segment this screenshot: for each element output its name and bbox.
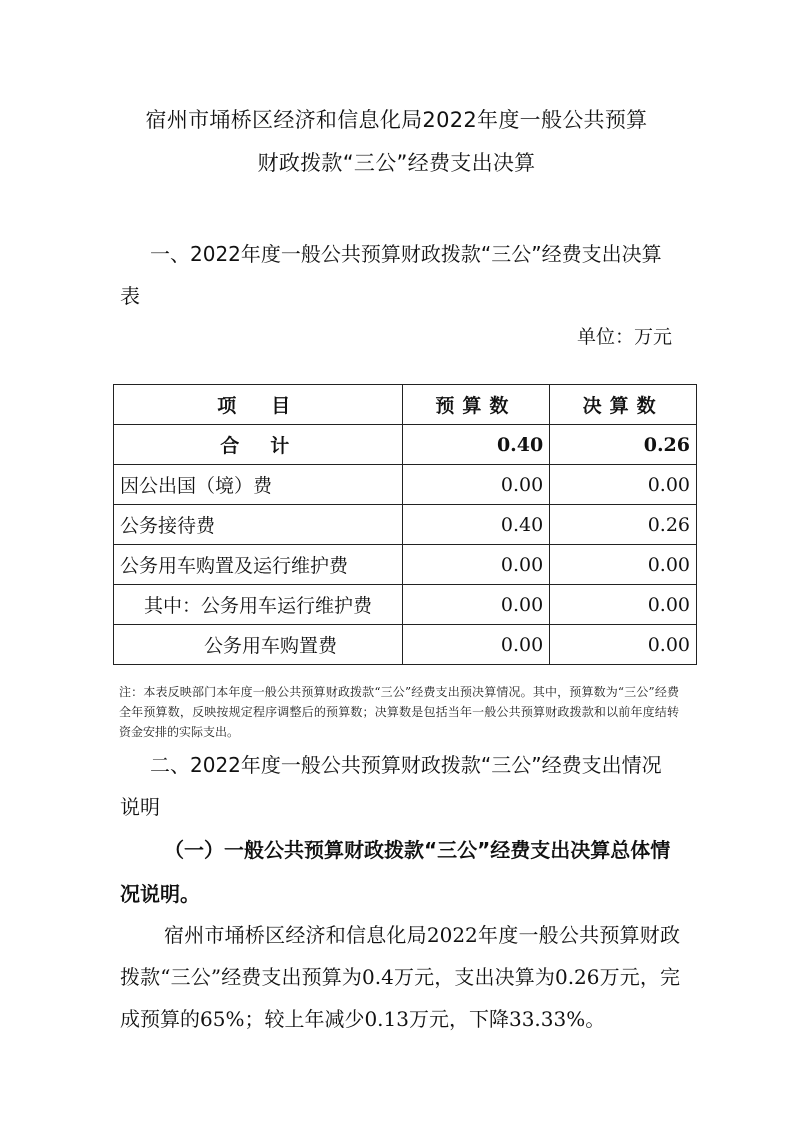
row-budget: 0.00 xyxy=(402,545,550,585)
row-budget: 0.00 xyxy=(402,625,550,665)
section1-heading: 一、2022年度一般公共预算财政拨款“三公”经费支出决算表 xyxy=(120,242,662,308)
row-item: 其中：公务用车运行维护费 xyxy=(114,585,403,625)
table-header-row xyxy=(114,385,697,425)
table-row xyxy=(114,505,697,545)
row-final: 0.00 xyxy=(550,585,697,625)
row-budget: 0.40 xyxy=(402,425,550,465)
table-row xyxy=(114,625,697,665)
header-item: 项 目 xyxy=(114,385,403,425)
row-final: 0.26 xyxy=(550,425,697,465)
row-final: 0.00 xyxy=(550,545,697,585)
table-row xyxy=(114,465,697,505)
header-budget: 预算数 xyxy=(402,385,550,425)
row-final: 0.00 xyxy=(550,465,697,505)
row-budget: 0.40 xyxy=(402,505,550,545)
row-final: 0.00 xyxy=(550,625,697,665)
table-row xyxy=(114,545,697,585)
table-row-total xyxy=(114,425,697,465)
document-title-line1: 宿州市埇桥区经济和信息化局2022年度一般公共预算 xyxy=(145,108,648,132)
row-item: 合 计 xyxy=(114,425,403,465)
row-item: 公务接待费 xyxy=(114,505,403,545)
row-item: 公务用车购置费 xyxy=(114,625,403,665)
section2-subheading: （一）一般公共预算财政拨款“三公”经费支出决算总体情况说明。 xyxy=(120,838,671,906)
row-item: 公务用车购置及运行维护费 xyxy=(114,545,403,585)
unit-label: 单位：万元 xyxy=(576,326,672,348)
row-item: 因公出国（境）费 xyxy=(114,465,403,505)
row-final: 0.26 xyxy=(550,505,697,545)
row-budget: 0.00 xyxy=(402,585,550,625)
section2-heading: 二、2022年度一般公共预算财政拨款“三公”经费支出情况说明 xyxy=(120,753,662,819)
header-final: 决算数 xyxy=(550,385,697,425)
table-note: 注：本表反映部门本年度一般公共预算财政拨款“三公”经费支出预决算情况。其中，预算数为“三公”经费全年预算数，反映按规定程序调整后的预算数；决算数是包括当年一般公共预算财政拨款和以前年度结转资金安排的实际支出。 xyxy=(119,685,679,739)
table-row xyxy=(114,585,697,625)
row-budget: 0.00 xyxy=(402,465,550,505)
body-paragraph: 宿州市埇桥区经济和信息化局2022年度一般公共预算财政拨款“三公”经费支出预算为0.4万元，支出决算为0.26万元，完成预算的65%；较上年减少0.13万元，下降33.33%。 xyxy=(120,923,680,1031)
expense-table xyxy=(113,384,697,665)
document-title-line2: 财政拨款“三公”经费支出决算 xyxy=(257,151,536,175)
